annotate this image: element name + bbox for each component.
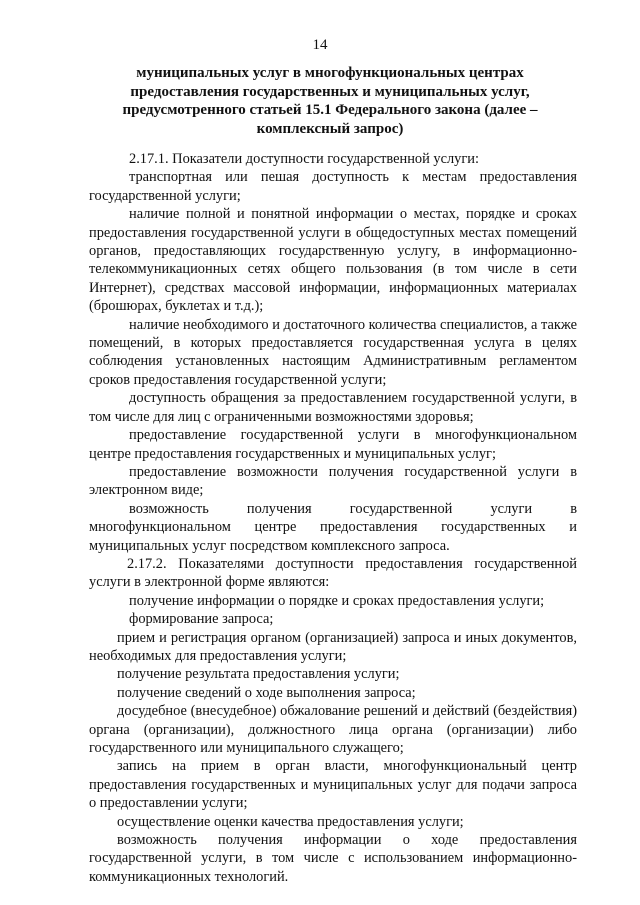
paragraph-receive-register: прием и регистрация органом (организацией) запроса и иных документов, необходимых для предоставления услуги; — [89, 629, 577, 664]
paragraph-transport-access: транспортная или пешая доступность к местам предоставления государственной услуги; — [89, 169, 577, 204]
paragraph-appeal: досудебное (внесудебное) обжалование решений и действий (бездействия) органа (организации), должностного лица органа (организации) либо государственного или муниципального служащего; — [89, 703, 577, 756]
paragraph-progress-ict: возможность получения информации о ходе предоставления государственной услуги, в том числе с использованием информационно-коммуникационных технологий. — [89, 832, 577, 885]
paragraph-information-availability: наличие полной и понятной информации о местах, порядке и сроках предоставления государственной услуги в общедоступных местах помещений органов, предоставляющих государственную услугу, в информационно-телекоммуникационных сетях общего пользования (в том числе в сети Интернет), средствах массовой информации, информационных материалах (брошюрах, буклетах и т.д.); — [89, 206, 577, 315]
paragraph-get-info: получение информации о порядке и сроках предоставления услуги; — [129, 592, 545, 609]
paragraph-appointment: запись на прием в орган власти, многофункциональный центр предоставления государственных и муниципальных услуг для подачи запроса о предоставлении услуги; — [89, 758, 577, 812]
paragraph-specialists: наличие необходимого и достаточного количества специалистов, а также помещений, в которых предоставляется государственная услуга в целях соблюдения установленных настоящим Административным регламентом сроков предоставления государственной услуги; — [89, 316, 577, 388]
paragraph-quality-assessment: осуществление оценки качества предоставления услуги; — [117, 813, 464, 830]
page-number: 14 — [312, 37, 328, 53]
paragraph-2-17-1: 2.17.1. Показатели доступности государственной услуги: — [129, 151, 479, 167]
paragraph-electronic: предоставление возможности получения государственной услуги в электронном виде; — [89, 463, 577, 499]
document-body — [89, 150, 577, 886]
paragraph-form-request: формирование запроса; — [129, 611, 274, 628]
paragraph-accessibility: доступность обращения за предоставлением государственной услуги, в том числе для лиц с ограниченными возможностями здоровья; — [89, 390, 577, 425]
paragraph-progress-info: получение сведений о ходе выполнения запроса; — [117, 684, 416, 701]
paragraph-get-result: получение результата предоставления услуги; — [117, 666, 400, 683]
paragraph-complex-request: возможность получения государственной услуги в многофункциональном центре предоставления государственных и муниципальных услуг посредством комплексного запроса. — [89, 500, 577, 554]
section-heading: муниципальных услуг в многофункциональных центрах предоставления государственных и муниципальных услуг, предусмотренного статьей 15.1 Федерального закона (далее – комплексный запрос) — [122, 65, 538, 137]
paragraph-2-17-2: 2.17.2. Показателями доступности предоставления государственной услуги в электронной форме являются: — [89, 555, 577, 591]
paragraph-mfc-provision: предоставление государственной услуги в многофункциональном центре предоставления государственных и муниципальных услуг; — [89, 427, 577, 462]
